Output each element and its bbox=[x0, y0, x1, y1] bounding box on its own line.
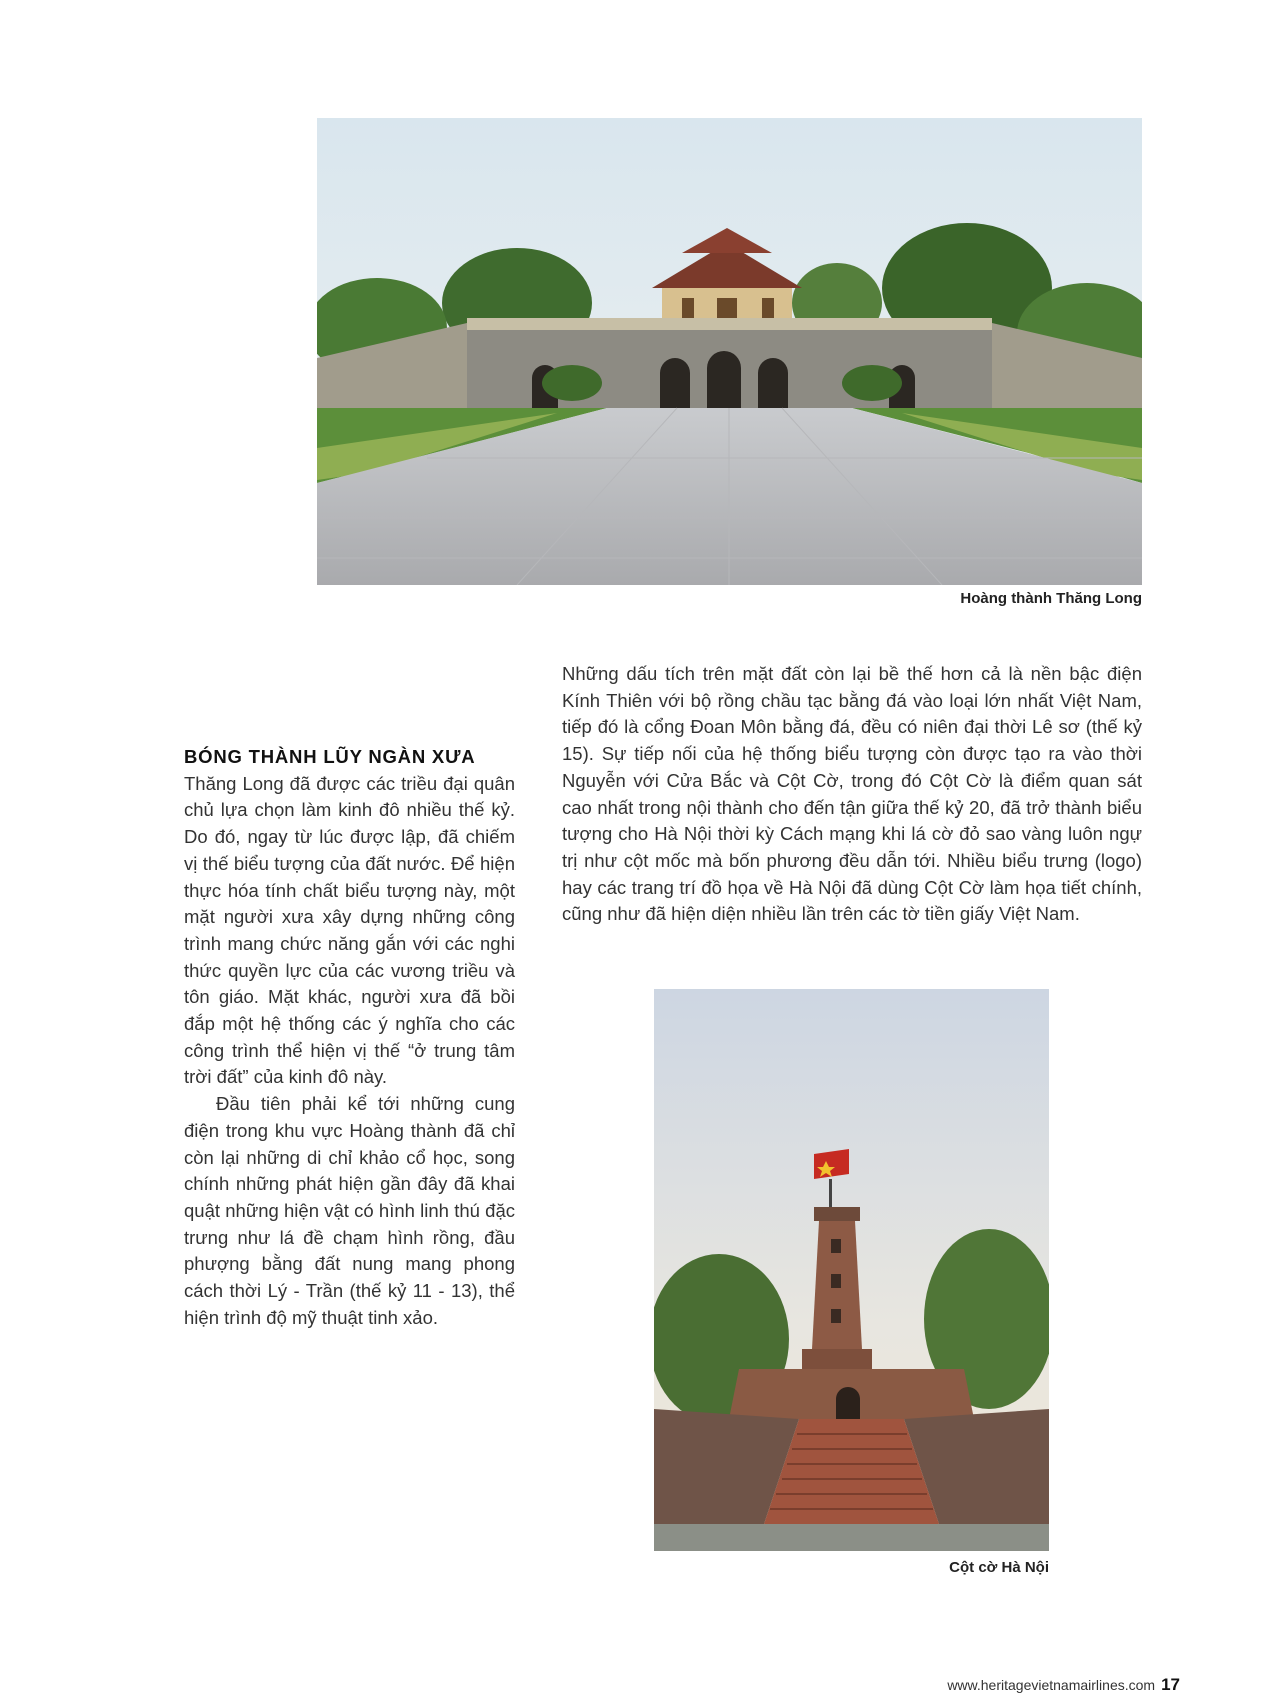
section-heading: BÓNG THÀNH LŨY NGÀN XƯA bbox=[184, 746, 476, 767]
left-text-column bbox=[184, 744, 515, 1331]
left-paragraph-2: Đầu tiên phải kể tới những cung điện trong khu vực Hoàng thành đã chỉ còn lại những di chỉ khảo cổ học, song chính những phát hiện gần đây đã khai quật những hiện vật có hình linh thú đặc trưng như lá đề chạm hình rồng, đầu phượng bằng đất nung mang phong cách thời Lý - Trần (thế kỷ 11 - 13), thể hiện trình độ mỹ thuật tinh xảo. bbox=[184, 1093, 515, 1328]
citadel-photo bbox=[317, 118, 1142, 585]
right-paragraph: Những dấu tích trên mặt đất còn lại bề thế hơn cả là nền bậc điện Kính Thiên với bộ rồng chầu tạc bằng đá vào loại lớn nhất Việt Nam, tiếp đó là cổng Đoan Môn bằng đá, đều có niên đại thời Lê sơ (thế kỷ 15). Sự tiếp nối của hệ thống biểu tượng còn được tạo ra vào thời Nguyễn với Cửa Bắc và Cột Cờ, trong đó Cột Cờ là điểm quan sát cao nhất trong nội thành cho đến tận giữa thế kỷ 20, đã trở thành biểu tượng cho Hà Nội thời kỳ Cách mạng khi lá cờ đỏ sao vàng luôn ngự trị như cột mốc mà bốn phương đều dẫn tới. Nhiều biểu trưng (logo) hay các trang trí đồ họa về Hà Nội đã dùng Cột Cờ làm họa tiết chính, cũng như đã hiện diện nhiều lần trên các tờ tiền giấy Việt Nam. bbox=[562, 663, 1142, 925]
page-number: 17 bbox=[1161, 1675, 1180, 1694]
page-footer bbox=[947, 1675, 1180, 1695]
citadel-photo-caption: Hoàng thành Thăng Long bbox=[960, 590, 1142, 607]
right-text-column bbox=[562, 661, 1142, 928]
flag-tower-photo bbox=[654, 989, 1049, 1551]
left-paragraph-1: Thăng Long đã được các triều đại quân chủ lựa chọn làm kinh đô nhiều thế kỷ. Do đó, ngay từ lúc được lập, đã chiếm vị thế biểu tượng của đất nước. Để hiện thực hóa tính chất biểu tượng này, một mặt người xưa xây dựng những công trình mang chức năng gắn với các nghi thức quyền lực của các vương triều và tôn giáo. Mặt khác, người xưa đã bồi đắp một hệ thống các ý nghĩa cho các công trình thể hiện vị thế “ở trung tâm trời đất” của kinh đô này. bbox=[184, 772, 515, 1088]
flag-tower-photo-caption: Cột cờ Hà Nội bbox=[949, 1559, 1049, 1576]
website-url: www.heritagevietnamairlines.com bbox=[947, 1677, 1156, 1693]
